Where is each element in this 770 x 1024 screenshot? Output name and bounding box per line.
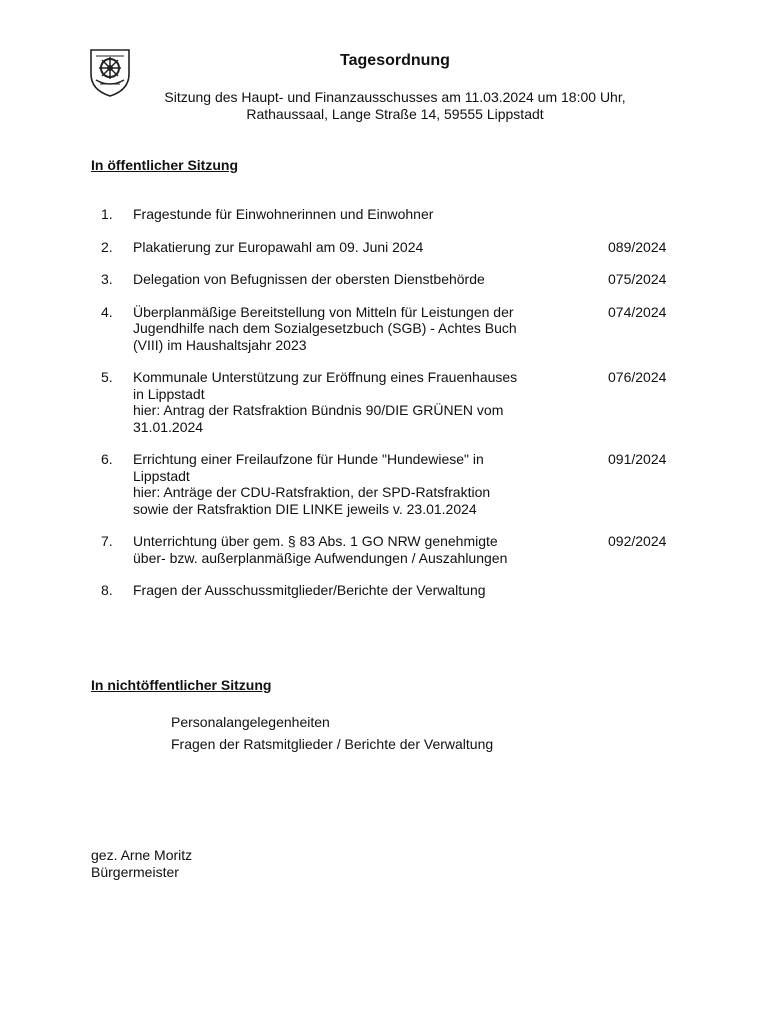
agenda-item-line: über- bzw. außerplanmäßige Aufwendungen / Auszahlungen xyxy=(133,549,508,566)
agenda-item-text xyxy=(133,304,573,354)
public-section-heading: In öffentlicher Sitzung xyxy=(91,157,238,173)
agenda-item xyxy=(91,271,691,288)
meeting-details-line-2: Rathaussaal, Lange Straße 14, 59555 Lippstadt xyxy=(246,106,544,122)
agenda-item-line: hier: Anträge der CDU-Ratsfraktion, der SPD-Ratsfraktion xyxy=(133,484,491,500)
agenda-item-line: hier: Antrag der Ratsfraktion Bündnis 90/DIE GRÜNEN vom xyxy=(133,402,504,418)
agenda-item xyxy=(91,206,691,223)
agenda-item-line: Überplanmäßige Bereitstellung von Mitteln für Leistungen der xyxy=(133,303,514,320)
closed-section-item: Fragen der Ratsmitglieder / Berichte der Verwaltung xyxy=(171,736,494,752)
agenda-item-line: (VIII) im Haushaltsjahr 2023 xyxy=(133,336,307,353)
agenda-item-reference: 091/2024 xyxy=(608,451,667,467)
signature-block xyxy=(91,847,192,880)
agenda-item-number: 7. xyxy=(101,533,113,549)
signature-name: gez. Arne Moritz xyxy=(91,847,193,863)
agenda-item-reference: 092/2024 xyxy=(608,533,667,549)
agenda-item xyxy=(91,533,691,566)
agenda-item-number: 2. xyxy=(101,238,113,255)
agenda-item-number: 6. xyxy=(101,451,113,467)
agenda-item-text xyxy=(133,369,573,435)
agenda-item-line: Plakatierung zur Europawahl am 09. Juni 2024 xyxy=(133,238,424,255)
agenda-item-number: 4. xyxy=(101,303,113,320)
agenda-item-line: Kommunale Unterstützung zur Eröffnung eines Frauenhauses xyxy=(133,369,518,385)
agenda-item-text xyxy=(133,271,573,288)
agenda-item-text xyxy=(133,206,573,223)
document-title: Tagesordnung xyxy=(340,52,450,69)
agenda-item-text xyxy=(133,239,573,256)
agenda-item-text xyxy=(133,582,573,599)
agenda-item-text xyxy=(133,533,573,566)
agenda-item-reference: 075/2024 xyxy=(608,271,667,287)
agenda-item-line: Jugendhilfe nach dem Sozialgesetzbuch (SGB) - Achtes Buch xyxy=(133,320,517,336)
agenda-item-number: 3. xyxy=(101,271,113,287)
agenda-item-line: Unterrichtung über gem. § 83 Abs. 1 GO NRW genehmigte xyxy=(133,533,498,549)
agenda-item xyxy=(91,304,691,354)
agenda-item xyxy=(91,451,691,517)
agenda-item xyxy=(91,369,691,435)
agenda-item-line: 31.01.2024 xyxy=(133,418,204,435)
agenda-item-line: in Lippstadt xyxy=(133,385,205,402)
agenda-item-line: Errichtung einer Freilaufzone für Hunde "Hundewiese" in xyxy=(133,451,484,467)
closed-section-heading: In nichtöffentlicher Sitzung xyxy=(91,677,272,693)
agenda-item xyxy=(91,239,691,256)
closed-section-list xyxy=(171,711,493,755)
agenda-item-line: sowie der Ratsfraktion DIE LINKE jeweils v. 23.01.2024 xyxy=(133,500,477,517)
agenda-item-number: 5. xyxy=(101,369,113,385)
agenda-item-reference: 076/2024 xyxy=(608,369,667,385)
agenda-item-reference: 089/2024 xyxy=(608,238,667,255)
agenda-item-number: 8. xyxy=(101,582,113,598)
agenda-item-line: Lippstadt xyxy=(133,467,190,484)
closed-section-item: Personalangelegenheiten xyxy=(171,714,330,730)
agenda-item-line: Fragestunde für Einwohnerinnen und Einwohner xyxy=(133,206,434,222)
agenda-item-number: 1. xyxy=(101,206,113,222)
agenda-item-line: Delegation von Befugnissen der obersten Dienstbehörde xyxy=(133,271,485,287)
meeting-details xyxy=(0,89,770,123)
agenda-list xyxy=(91,206,691,615)
signature-role: Bürgermeister xyxy=(91,863,179,880)
meeting-details-line-1: Sitzung des Haupt- und Finanzausschusses am 11.03.2024 um 18:00 Uhr, xyxy=(164,89,626,105)
agenda-item xyxy=(91,582,691,599)
agenda-item-line: Fragen der Ausschussmitglieder/Berichte der Verwaltung xyxy=(133,582,486,598)
agenda-item-reference: 074/2024 xyxy=(608,303,667,320)
agenda-item-text xyxy=(133,451,573,517)
